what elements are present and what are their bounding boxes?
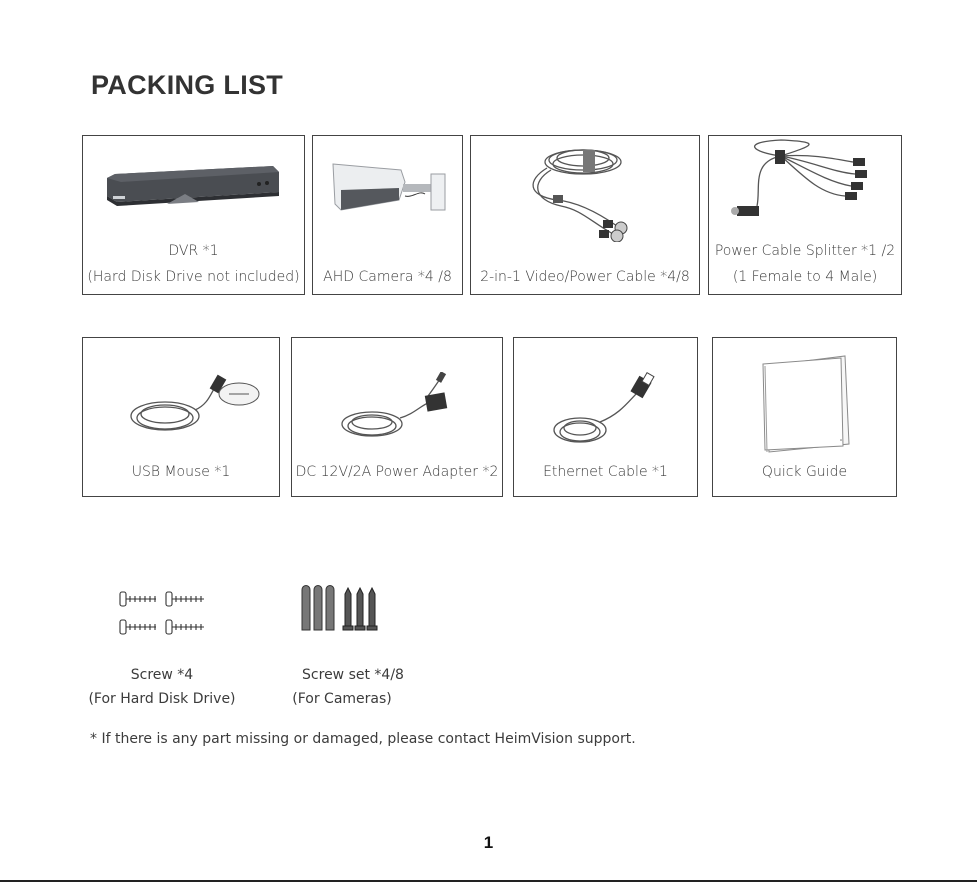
camera-screw-set-icon — [298, 582, 384, 634]
item-label: Ethernet Cable *1 — [543, 464, 668, 480]
dvr-icon — [103, 162, 285, 212]
item-label: 2-in-1 Video/Power Cable *4/8 — [480, 269, 690, 285]
footnote: * If there is any part missing or damaged, please contact HeimVision support. — [90, 731, 636, 747]
power-adapter-icon — [338, 372, 458, 442]
power-splitter-icon — [721, 138, 881, 226]
screw-set-label-line2: (For Cameras) — [292, 691, 392, 707]
item-label: Quick Guide — [761, 464, 848, 480]
item-ethernet-cable — [513, 337, 698, 497]
item-quick-guide — [712, 337, 897, 497]
item-label-line2: (1 Female to 4 Male) — [732, 269, 878, 285]
camera-icon — [329, 160, 449, 220]
hdd-screws-icon — [118, 589, 208, 637]
item-power-adapter — [291, 337, 503, 497]
item-dvr — [82, 135, 305, 295]
item-label-line2: (Hard Disk Drive not included) — [87, 269, 300, 285]
item-label: DC 12V/2A Power Adapter *2 — [295, 464, 499, 480]
item-video-power-cable — [470, 135, 700, 295]
item-power-splitter — [708, 135, 902, 295]
ethernet-cable-icon — [550, 372, 670, 448]
video-power-cable-icon — [517, 140, 637, 242]
screw-set-label-line1: Screw set *4/8 — [302, 667, 404, 683]
page-title: PACKING LIST — [91, 70, 284, 100]
page-number: 1 — [483, 833, 494, 852]
item-ahd-camera — [312, 135, 463, 295]
usb-mouse-icon — [125, 372, 265, 438]
item-label-line1: DVR *1 — [168, 243, 219, 259]
item-usb-mouse — [82, 337, 280, 497]
quick-guide-icon — [759, 352, 855, 456]
bottom-rule — [0, 880, 977, 882]
item-label: USB Mouse *1 — [131, 464, 231, 480]
screw-label-line2: (For Hard Disk Drive) — [88, 691, 236, 707]
screw-label-line1: Screw *4 — [130, 667, 194, 683]
item-label: AHD Camera *4 /8 — [323, 269, 452, 285]
item-label-line1: Power Cable Splitter *1 /2 — [714, 243, 896, 259]
